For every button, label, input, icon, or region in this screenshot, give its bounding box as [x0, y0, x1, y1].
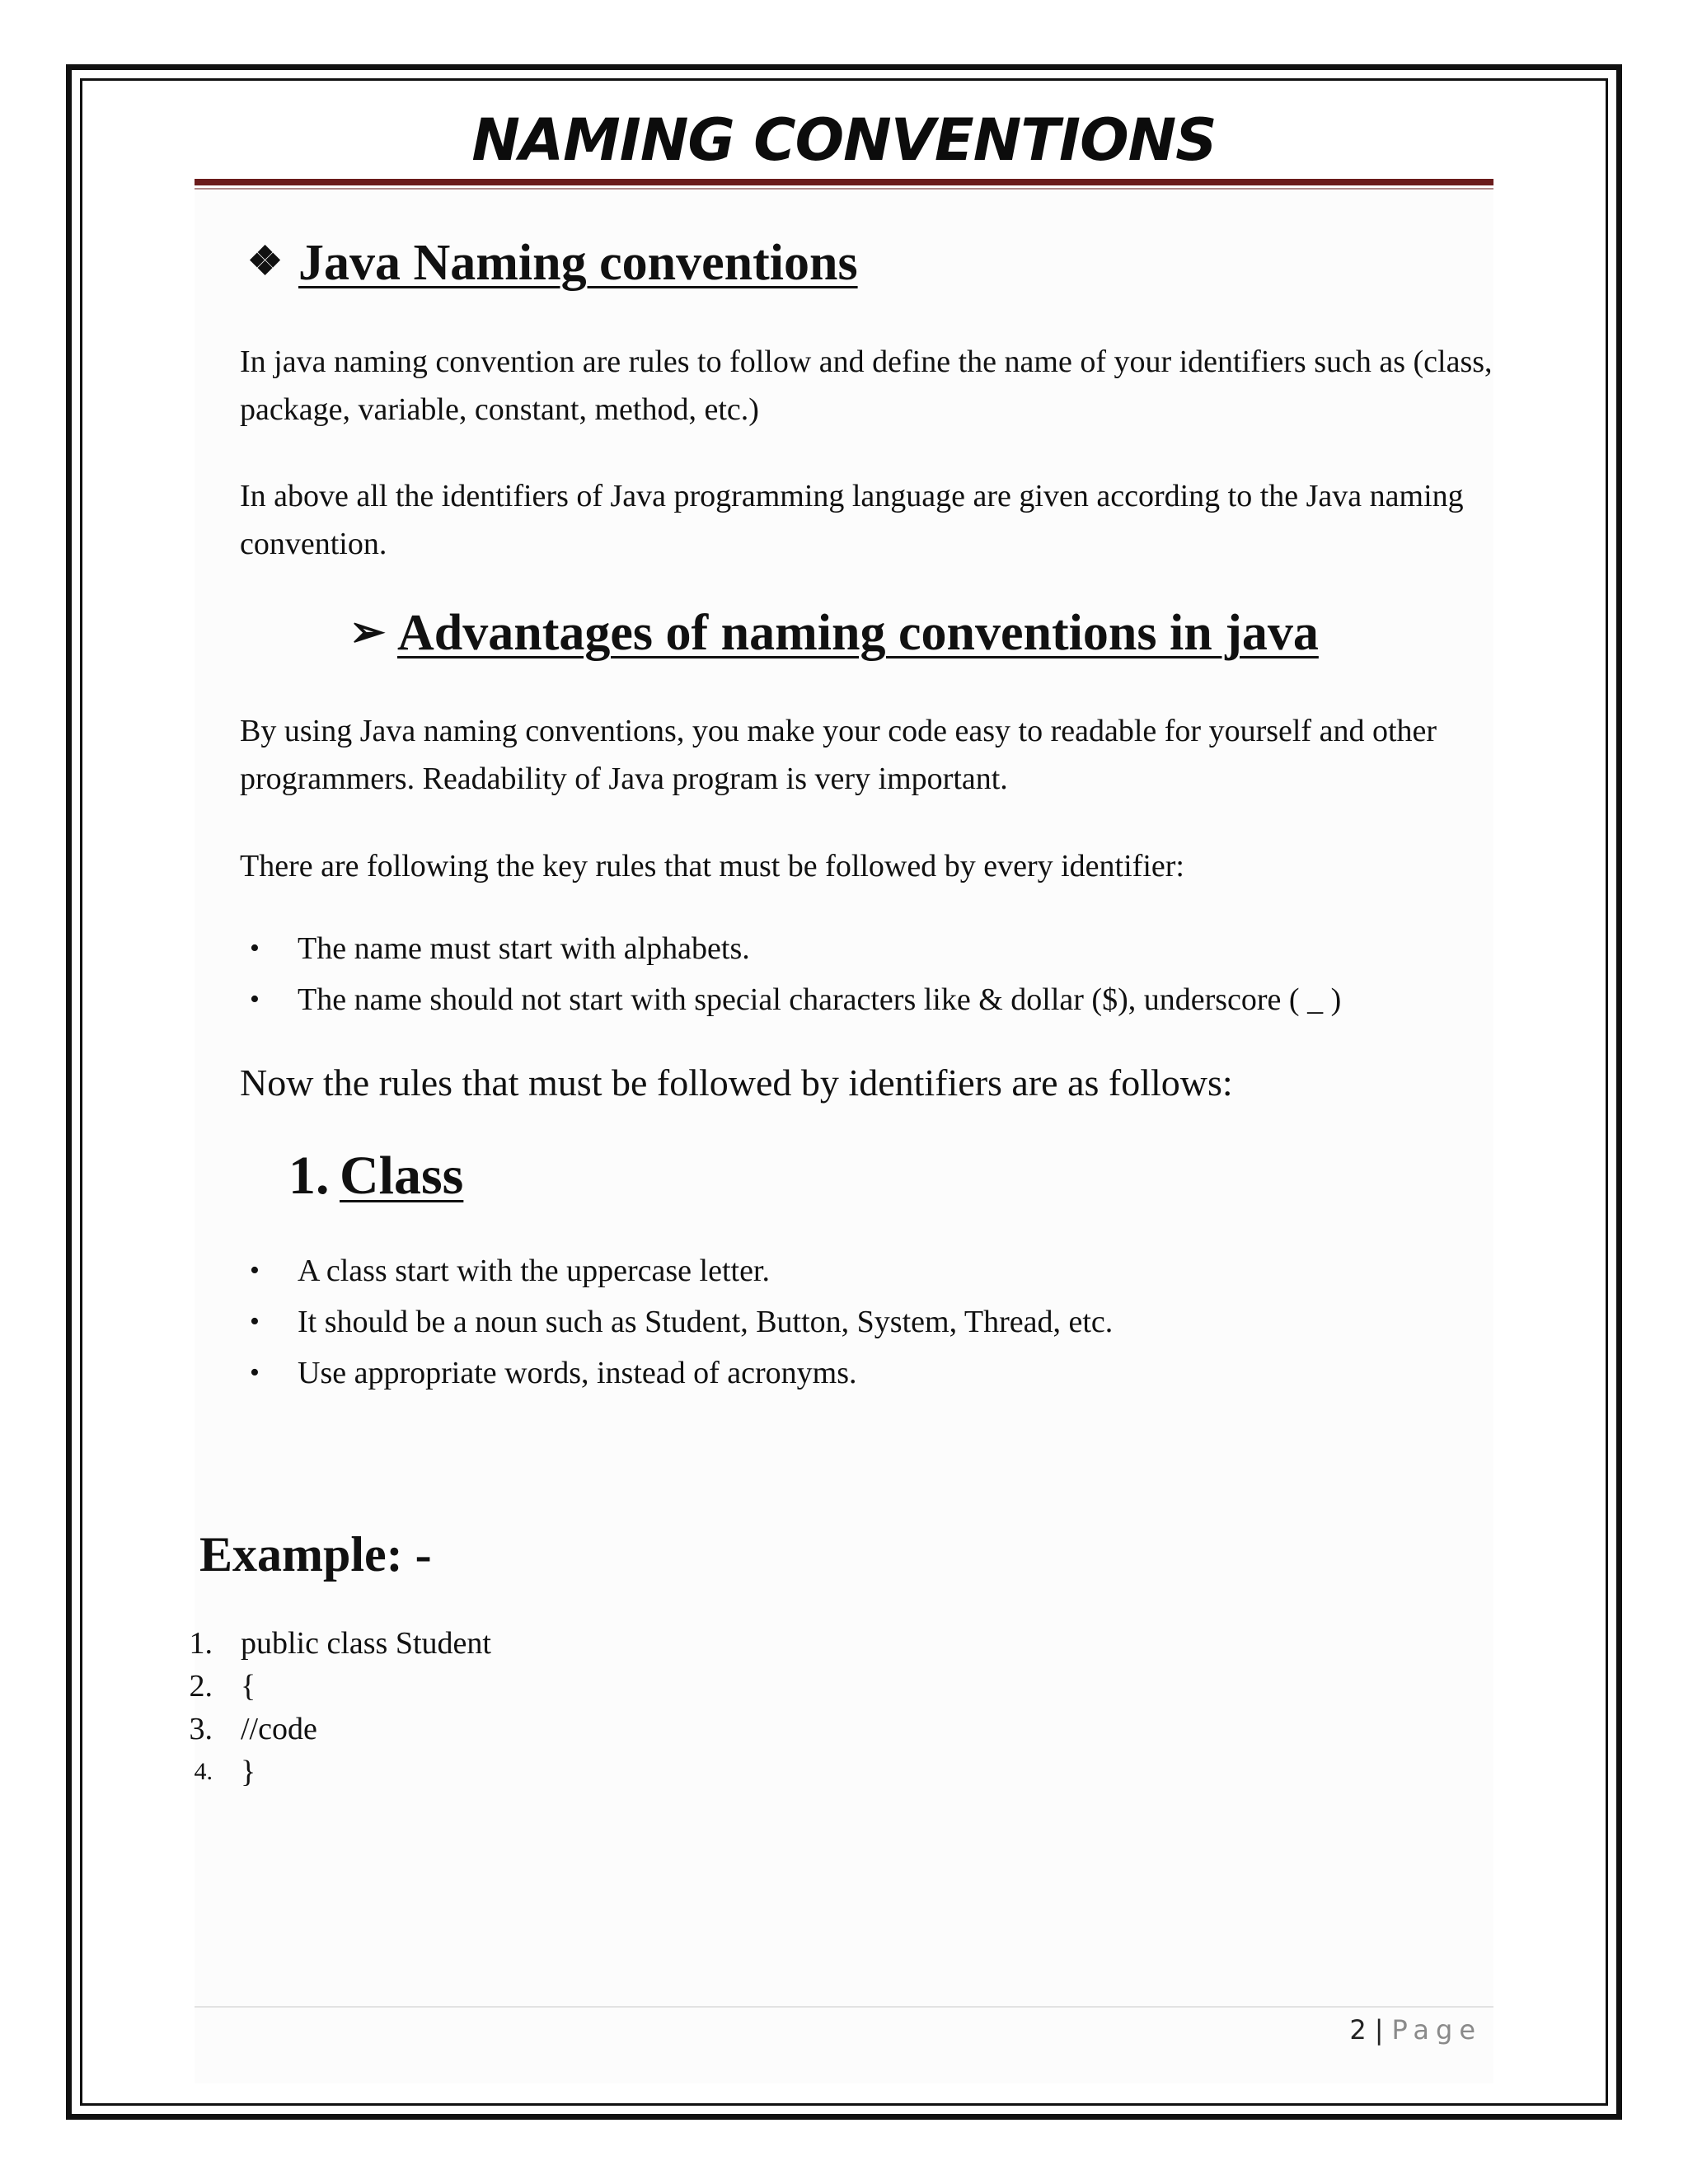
- list-item-text: A class start with the uppercase letter.: [298, 1254, 770, 1288]
- class-rules-list: [240, 1245, 1493, 1399]
- code-line: [186, 1750, 491, 1793]
- bullet-icon: •: [250, 1255, 260, 1286]
- code-line: [186, 1665, 491, 1708]
- list-item-text: Use appropriate words, instead of acronyms.: [298, 1356, 857, 1390]
- paragraph-key-rules: There are following the key rules that must be followed by every identifier:: [240, 849, 1184, 883]
- bullet-icon: •: [250, 984, 260, 1015]
- list-item: [240, 923, 1493, 974]
- diamond-four-icon: ❖: [247, 240, 284, 284]
- footer-separator: |: [1374, 2014, 1384, 2046]
- line-number: 3.: [189, 1712, 213, 1746]
- list-item-text: The name must start with alphabets.: [298, 931, 750, 966]
- bullet-icon: •: [250, 1306, 260, 1337]
- bullet-icon: •: [250, 933, 260, 963]
- code-line: [186, 1622, 491, 1665]
- paragraph-readability: By using Java naming conventions, you make your code easy to readable for yourself and other programmers. Readability of Java program is very important.: [240, 714, 1437, 796]
- list-item: [240, 1347, 1493, 1399]
- paragraph-java-intro: In java naming convention are rules to follow and define the name of your identifiers such as (class, package, variable, constant, method, etc.): [240, 344, 1493, 427]
- heading-class-number: 1.: [288, 1146, 330, 1206]
- page-title: NAMING CONVENTIONS: [471, 106, 1217, 174]
- list-item-text: The name should not start with special characters like & dollar ($), underscore ( _ ): [298, 982, 1342, 1017]
- list-item: [240, 1296, 1493, 1347]
- page-footer: [1349, 2011, 1482, 2049]
- list-item: [240, 974, 1493, 1025]
- rules-list: [240, 923, 1493, 1025]
- bullet-icon: •: [250, 1357, 260, 1388]
- page-number: 2: [1349, 2014, 1367, 2046]
- title-underline: [195, 179, 1493, 185]
- paragraph-rules-intro: Now the rules that must be followed by identifiers are as follows:: [240, 1062, 1233, 1104]
- footer-divider: [195, 2006, 1493, 2008]
- heading-advantages-label: Advantages of naming conventions in java: [397, 605, 1319, 661]
- line-number: 1.: [189, 1626, 213, 1661]
- line-number: 2.: [189, 1669, 213, 1704]
- heading-class-label: Class: [340, 1146, 464, 1206]
- page-label: Page: [1391, 2014, 1482, 2046]
- heading-java-naming-label: Java Naming conventions: [298, 235, 858, 291]
- arrowhead-icon: ➢: [349, 609, 386, 656]
- heading-advantages: [349, 600, 1319, 666]
- code-text: //code: [241, 1712, 317, 1746]
- heading-example: Example: -: [199, 1527, 432, 1582]
- code-text: public class Student: [241, 1626, 491, 1661]
- list-item: [240, 1245, 1493, 1296]
- list-item-text: It should be a noun such as Student, Button, System, Thread, etc.: [298, 1305, 1114, 1339]
- code-text: }: [241, 1755, 256, 1789]
- line-number: 4.: [194, 1758, 213, 1785]
- code-line: [186, 1708, 491, 1750]
- heading-class: [288, 1141, 463, 1211]
- title-underline-thin: [195, 188, 1493, 190]
- code-example: [186, 1622, 491, 1793]
- code-text: {: [241, 1669, 256, 1704]
- paragraph-java-identifiers: In above all the identifiers of Java programming language are given according to the Java naming convention.: [240, 479, 1464, 561]
- heading-java-naming: [247, 229, 858, 296]
